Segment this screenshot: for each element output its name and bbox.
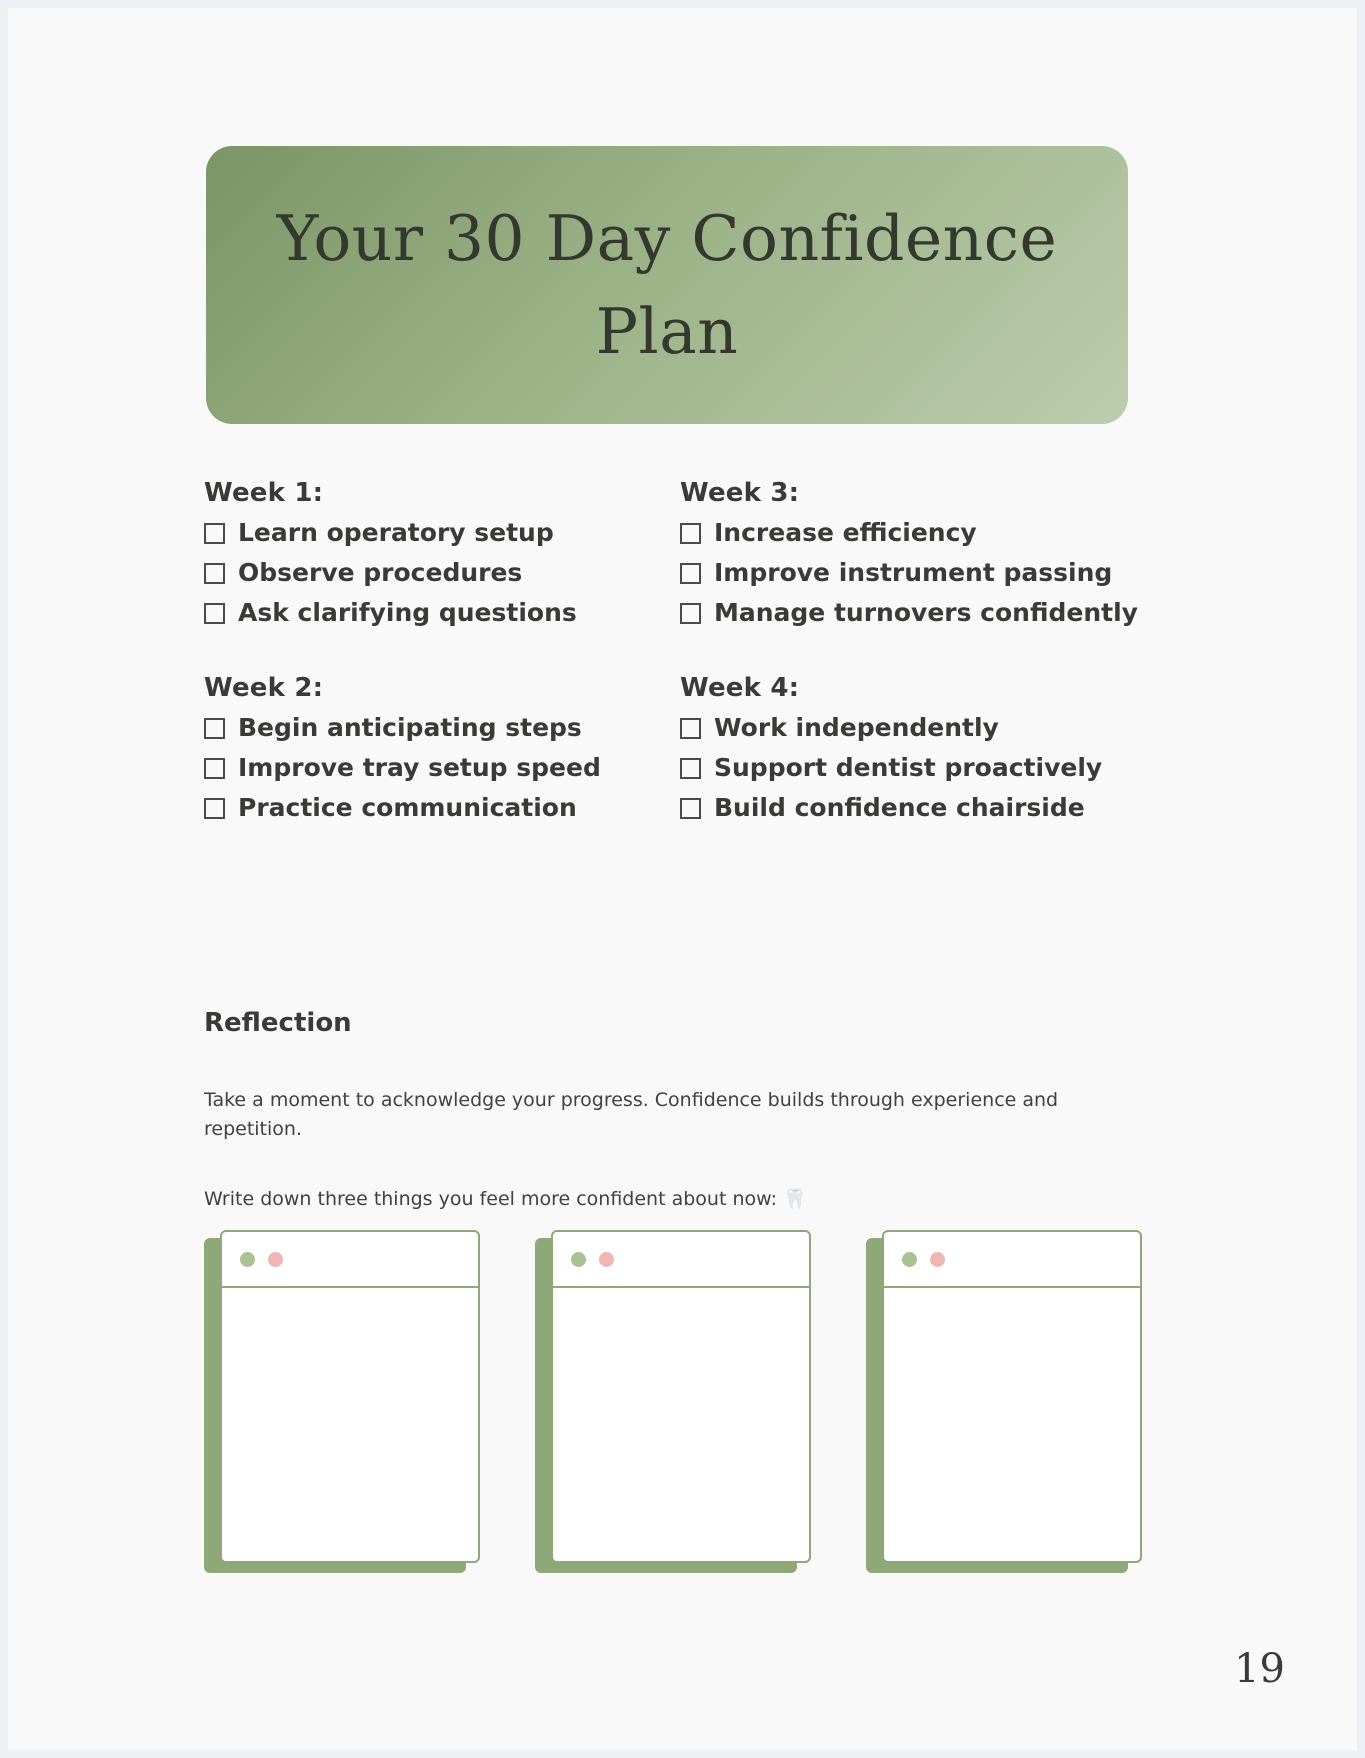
checkbox-icon[interactable] [204, 758, 225, 779]
checklist-item[interactable] [680, 556, 1180, 590]
checklist-item[interactable] [204, 711, 704, 745]
checklist-item-label: Improve tray setup speed [238, 753, 601, 782]
weeks-column-left [204, 478, 704, 869]
week-block-1 [204, 478, 704, 629]
checklist-item[interactable] [204, 596, 704, 630]
pink-dot-icon [268, 1252, 283, 1267]
reflection-paragraph: Take a moment to acknowledge your progress. Confidence builds through experience and repetition. [204, 1089, 1059, 1141]
checkbox-icon[interactable] [680, 563, 701, 584]
checklist-item[interactable] [204, 751, 704, 785]
note-card-titlebar [553, 1232, 809, 1288]
checklist-item-label: Support dentist proactively [714, 753, 1103, 782]
week-block-4 [680, 673, 1180, 824]
page-title-card [206, 146, 1128, 424]
checklist-item-label: Build confidence chairside [714, 792, 1085, 822]
checklist-item-label: Begin anticipating steps [238, 713, 582, 743]
checkbox-icon[interactable] [204, 798, 225, 819]
checkbox-icon[interactable] [204, 523, 225, 544]
reflection-prompt: Write down three things you feel more confident about now: 🦷 [204, 1188, 807, 1210]
week-block-2 [204, 673, 704, 824]
checkbox-icon[interactable] [680, 798, 701, 819]
checklist-item[interactable] [204, 791, 704, 825]
worksheet-page [8, 8, 1357, 1750]
pink-dot-icon [599, 1252, 614, 1267]
checklist-item-label: Practice communication [238, 792, 577, 822]
week-heading: Week 1: [204, 478, 324, 508]
note-card-titlebar [884, 1232, 1140, 1288]
checklist-item-label: Manage turnovers confidently [714, 597, 1138, 627]
week-heading: Week 2: [204, 673, 324, 704]
checklist-item-label: Increase efficiency [714, 518, 977, 547]
checklist-item-label: Ask clarifying questions [238, 597, 577, 627]
note-card-front[interactable] [551, 1230, 811, 1563]
checkbox-icon[interactable] [204, 563, 225, 584]
checkbox-icon[interactable] [204, 718, 225, 739]
checklist-item-label: Work independently [714, 713, 999, 743]
note-cards-row [204, 1230, 1144, 1590]
note-card[interactable] [204, 1230, 482, 1575]
note-card-titlebar [222, 1232, 478, 1288]
note-card-text[interactable] [222, 1288, 478, 1561]
checklist-item[interactable] [204, 556, 704, 590]
green-dot-icon [902, 1252, 917, 1267]
checklist-item-label: Improve instrument passing [714, 557, 1113, 587]
page-number: 19 [1234, 1646, 1285, 1692]
checklist-item[interactable] [204, 516, 704, 550]
note-card[interactable] [866, 1230, 1144, 1575]
checklist-item-label: Observe procedures [238, 557, 523, 587]
checklist-item[interactable] [680, 791, 1180, 825]
green-dot-icon [571, 1252, 586, 1267]
checklist-item-label: Learn operatory setup [238, 518, 554, 547]
week-heading: Week 3: [680, 478, 800, 508]
checkbox-icon[interactable] [680, 718, 701, 739]
green-dot-icon [240, 1252, 255, 1267]
weeks-column-right [680, 478, 1180, 869]
note-card[interactable] [535, 1230, 813, 1575]
checklist-item[interactable] [680, 751, 1180, 785]
page-title: Your 30 Day Confidence Plan [276, 201, 1058, 368]
checkbox-icon[interactable] [680, 758, 701, 779]
note-card-front[interactable] [882, 1230, 1142, 1563]
checklist-item[interactable] [680, 596, 1180, 630]
week-block-3 [680, 478, 1180, 629]
week-heading: Week 4: [680, 673, 800, 704]
checklist-item[interactable] [680, 516, 1180, 550]
checkbox-icon[interactable] [680, 603, 701, 624]
note-card-text[interactable] [884, 1288, 1140, 1561]
checkbox-icon[interactable] [680, 523, 701, 544]
note-card-front[interactable] [220, 1230, 480, 1563]
note-card-text[interactable] [553, 1288, 809, 1561]
reflection-heading: Reflection [204, 1008, 352, 1038]
pink-dot-icon [930, 1252, 945, 1267]
checkbox-icon[interactable] [204, 603, 225, 624]
checklist-item[interactable] [680, 711, 1180, 745]
